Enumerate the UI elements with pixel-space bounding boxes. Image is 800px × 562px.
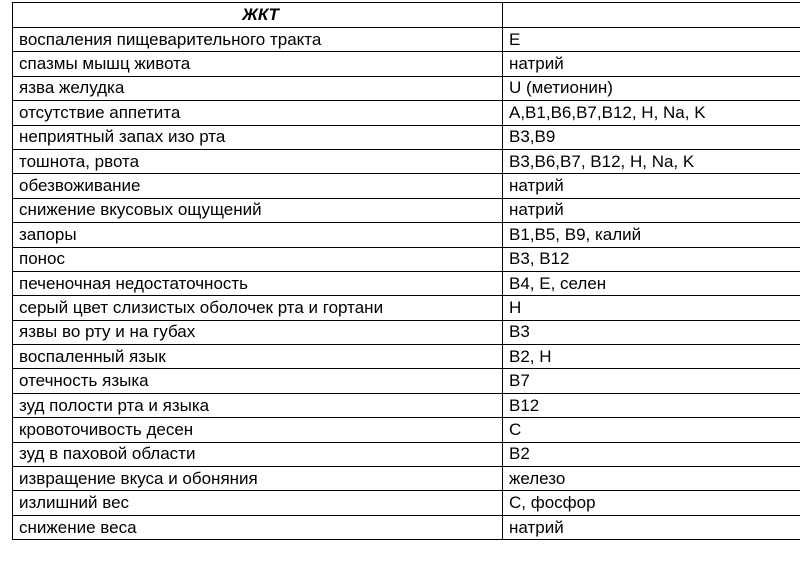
table-row [13,393,800,417]
table-row [13,76,800,100]
nutrient-cell: B1,B5, B9, калий [503,223,800,247]
table-section-title: ЖКТ [13,3,503,28]
table-row [13,223,800,247]
table-row [13,467,800,491]
table-row [13,247,800,271]
symptom-cell: снижение веса [13,515,503,539]
table-row [13,198,800,222]
table-row [13,418,800,442]
table-row [13,28,800,52]
table-row [13,442,800,466]
table-body [13,3,800,540]
symptom-cell: обезвоживание [13,174,503,198]
symptom-cell: спазмы мышц живота [13,52,503,76]
table-row [13,345,800,369]
nutrient-cell: B3,B9 [503,125,800,149]
nutrient-cell: B2 [503,442,800,466]
symptom-cell: снижение вкусовых ощущений [13,198,503,222]
table-row [13,101,800,125]
table-row [13,125,800,149]
symptom-cell: запоры [13,223,503,247]
nutrient-cell: B3, B12 [503,247,800,271]
table-header-empty-cell [503,3,800,28]
symptom-nutrient-table [12,2,800,540]
nutrient-cell: B3 [503,320,800,344]
nutrient-cell: натрий [503,52,800,76]
table-row [13,149,800,173]
nutrient-cell: железо [503,467,800,491]
nutrient-cell: B7 [503,369,800,393]
symptom-cell: неприятный запах изо рта [13,125,503,149]
table-row [13,174,800,198]
nutrient-cell: натрий [503,515,800,539]
nutrient-cell: H [503,296,800,320]
symptom-cell: тошнота, рвота [13,149,503,173]
table-row [13,271,800,295]
nutrient-cell: B2, H [503,345,800,369]
symptom-cell: понос [13,247,503,271]
table-row [13,491,800,515]
symptom-cell: язвы во рту и на губах [13,320,503,344]
table-row [13,515,800,539]
symptom-cell: воспаления пищеварительного тракта [13,28,503,52]
nutrient-cell: A,B1,B6,B7,B12, H, Na, K [503,101,800,125]
nutrient-cell: С, фосфор [503,491,800,515]
symptom-cell: извращение вкуса и обоняния [13,467,503,491]
symptom-cell: язва желудка [13,76,503,100]
symptom-cell: зуд полости рта и языка [13,393,503,417]
nutrient-cell: E [503,28,800,52]
symptom-cell: воспаленный язык [13,345,503,369]
table-row [13,369,800,393]
nutrient-cell: B3,B6,B7, B12, H, Na, K [503,149,800,173]
symptom-cell: кровоточивость десен [13,418,503,442]
symptom-cell: отсутствие аппетита [13,101,503,125]
nutrient-cell: B4, E, селен [503,271,800,295]
nutrient-cell: U (метионин) [503,76,800,100]
table-header-row [13,3,800,28]
table-row [13,320,800,344]
table-row [13,52,800,76]
symptom-cell: серый цвет слизистых оболочек рта и гортани [13,296,503,320]
nutrient-cell: натрий [503,174,800,198]
symptom-cell: печеночная недостаточность [13,271,503,295]
symptom-cell: отечность языка [13,369,503,393]
symptom-cell: зуд в паховой области [13,442,503,466]
symptom-cell: излишний вес [13,491,503,515]
symptom-table-container [12,2,800,540]
nutrient-cell: натрий [503,198,800,222]
table-row [13,296,800,320]
nutrient-cell: B12 [503,393,800,417]
nutrient-cell: C [503,418,800,442]
